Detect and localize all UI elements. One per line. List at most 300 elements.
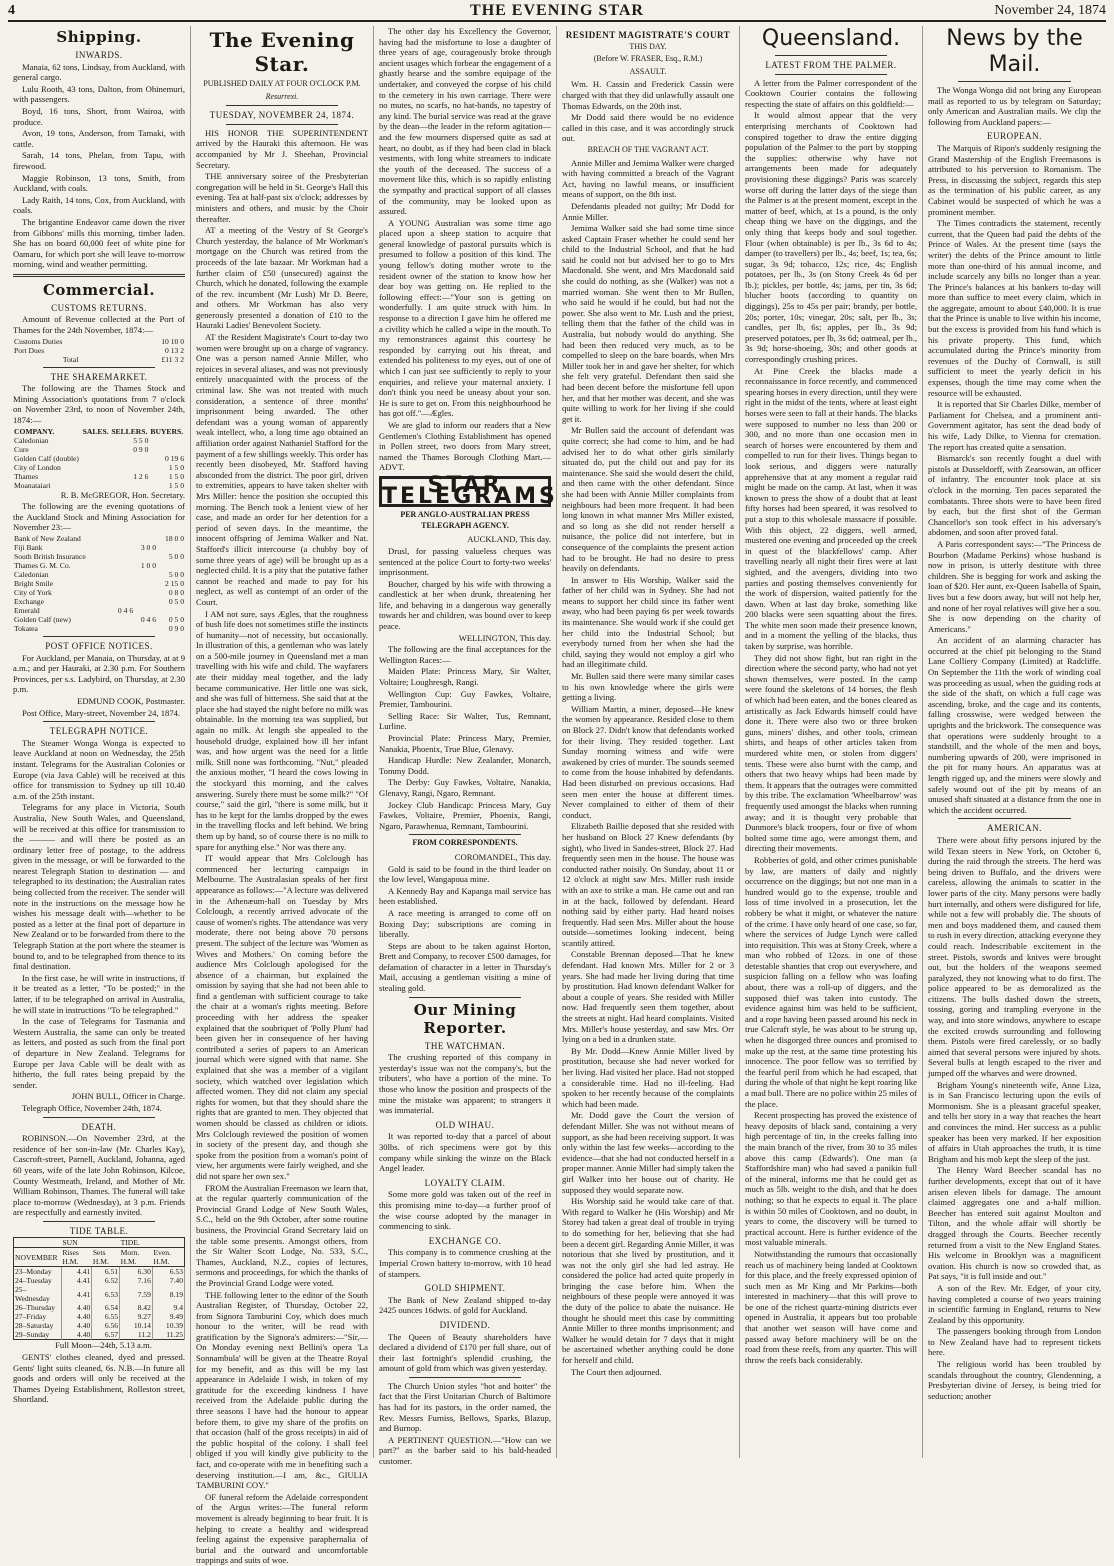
telegraph-sign: JOHN BULL, Officer in Charge. [71, 1091, 185, 1102]
article-body [196, 128, 368, 1566]
table-cell [110, 454, 149, 463]
article-paragraph: The Marquis of Ripon's suddenly resigning the Grand Mastership of the English Freemasons is attributed to his perversion to Romanism. The Press, in discussing the subject, regards this step as the termination of his public career, as any Cabinet would be suspected of which he was a prominent member. [928, 142, 1101, 217]
article-paragraph: An accident of an alarming character has occurred at the chief pit belonging to the Stand Lane Colliery Company (Limited) at Radcliffe. On September the 11th the work of winding coal was proceeding as usual, when the guiding rods at the side of the shaft, on which a full cage was ascending, broke, and the cage and its contents, falling crosswise, were wedged between the uprights and the brickwork. The consequence was that operations were suddenly brought to a standstill, and the whole of the men and boys, numbering upwards of 200, were imprisoned in the pit for many hours. An apparatus was at length rigged up, and the miners were slowly and safely wound out of the pit by means of an unused shaft situated at a distance from the one in which the accident occurred. [928, 635, 1101, 815]
court-paragraph: By Mr. Dodd—Knew Annie Miller lived by prostitution, because she had never worked for her living. Had visited her place. Had not stopped a considerable time. Had no ill-feeling. Had spoken to her recently because of the complaints which had been made. [562, 1045, 734, 1109]
column-group: SUN [61, 1238, 119, 1248]
list-item: Sarah, 14 tons, Phelan, from Tapu, with firewood. [13, 150, 185, 171]
table-cell: 4.40 [61, 1321, 91, 1330]
table-cell [82, 481, 111, 490]
mining-report-head: OLD WIHAU. [435, 1119, 495, 1130]
table-cell: 6.54 [92, 1303, 120, 1312]
table-cell: 6.51 [92, 1267, 120, 1277]
article-paragraph: FROM the Australian Freemason we learn that, at the regular quarterly communication of the Provincial Grand Lodge of New South Wales, S.C., held on the 9th October, after some routine business, the Provincial Grand Secretary laid on the table some presents. Amongst others, from the Sir Walter Scott Lodge, No. 533, S.C., Thames, Auckland, N.Z., copies of lectures, sermons and proceedings, for which the thanks of the Provincial Grand Lodge were voted. [196, 1182, 369, 1288]
inwards-label: INWARDS. [75, 50, 123, 60]
table-cell [134, 570, 157, 579]
table-cell [134, 597, 157, 606]
divider [226, 105, 338, 106]
table-cell: Emerald [14, 606, 40, 615]
tide-moon: Full Moon—24th, 5.13 a.m. [55, 1340, 152, 1351]
table-row [13, 346, 185, 355]
table-cell: 0 19 6 [165, 453, 184, 463]
table-row [14, 1285, 185, 1303]
death-text: ROBINSON.—On November 23rd, at the residence of her son-in-law (Mr. Charles Kay), Cascroft-street, Parnell, Auckland, Johanna, aged 60 years, wife of the late John Robinson, Kilcoe, County Westmeath, Ireland, and Mother of Mr. William Robinson, Thames. The funeral will take place to-morrow (Wednesday), at 3 p.m. Friends are respectfully and earnestly invited. [13, 1133, 185, 1218]
table-cell: 6.53 [152, 1267, 184, 1277]
table-cell: Exchange [14, 597, 44, 606]
table-cell: City of York [14, 588, 52, 597]
table-row [14, 1276, 185, 1285]
column-header: Rises H.M. [61, 1248, 91, 1267]
table-cell: 4.41 [61, 1267, 91, 1277]
gents-notice: GENTS' clothes cleaned, dyed and pressed. Gents' light suits cleaned, 6s. N.B.—In future all goods and orders will only be received at the Thames Dyeing Establishment, Rolleston street, Shortland. [13, 1352, 185, 1405]
table-cell: Golden Calf (double) [14, 453, 79, 463]
table-cell [82, 445, 111, 454]
table-cell: 29–Sunday [14, 1330, 62, 1340]
list-item: Boyd, 16 tons, Short, from Wairoa, with produce. [13, 105, 185, 127]
table-cell: 3 0 0 [140, 543, 156, 552]
table-row [14, 1330, 185, 1340]
death-head: DEATH. [81, 1121, 117, 1132]
table-cell [82, 436, 111, 445]
divider [409, 997, 521, 998]
evening-intro: The following are the evening quotations of the Auckland Stock and Mining Association for November 23:— [13, 501, 185, 533]
table-row [13, 445, 185, 454]
court-paragraph: Constable Brennan deposed—That he knew defendant. Had known Mrs. Miller for 2 or 3 years. She had made her living during that time by prostitution. Had known defendant Walker for about a couple of years. She resided with Miller now. Had frequently seen them together, about the streets at night. Had heard complaints. Visited Mrs. Miller's house yesterday, and saw Mrs. Orr lying on a bed in a drunken state. [562, 949, 734, 1045]
table-cell: 4.40 [61, 1303, 91, 1312]
share-signoff: R. B. McGREGOR, Hon. Secretary. [60, 489, 185, 500]
correspondents-list [379, 864, 551, 994]
mining-reports [379, 1041, 551, 1374]
column-header: SELLERS. [111, 426, 148, 436]
mining-report-head: DIVIDEND. [439, 1319, 491, 1330]
article-body [562, 79, 734, 144]
table-cell [82, 463, 111, 472]
table-cell [134, 606, 157, 615]
table-cell: 7.40 [152, 1276, 184, 1285]
american-head: AMERICAN. [987, 823, 1042, 834]
column-4 [557, 26, 740, 1458]
table-cell: 8.42 [120, 1303, 153, 1312]
table-cell: Moanataiari [14, 480, 51, 490]
table-cell [82, 454, 111, 463]
article-paragraph: A PERTINENT QUESTION.—"How can we part?" as the barber said to his bald-headed customer. [379, 1434, 551, 1467]
divider [409, 834, 521, 835]
dateline: COROMANDEL, This day. [454, 851, 551, 862]
table-cell [134, 579, 157, 588]
table-cell: 5 0 0 [168, 552, 184, 561]
court-before: (Before W. FRASER, Esq., R.M.) [593, 54, 703, 64]
mining-report-head: THE WATCHMAN. [424, 1040, 506, 1051]
article-body [562, 158, 734, 1378]
column-6 [923, 26, 1106, 1458]
table-cell [111, 588, 134, 597]
table-cell: 1 0 0 [140, 561, 156, 570]
divider [43, 367, 155, 368]
mining-report-head: EXCHANGE CO. [428, 1235, 502, 1246]
article-paragraph: The Church Union styles "hot and hotter" the fact that the First Unitarian Church of Baltimore has had for its pastors, in the order named, the Rev. Messrs Furniss, Bellows, Sparks, Blazup, and Burnop. [379, 1380, 551, 1434]
article-paragraph: Robberies of gold, and other crimes punishable by law, are matters of daily and nightly occurrence on the diggings; but not one man in a hundred would go to the expense, trouble and loss of time involved in a prosecution, let the robbery be what it might, or whatever the nature of the crime. I have only heard of one case, so far, where the services of Judge Lynch were called into requisition. This was at Stony Creek, where a man who robbed of 12ozs. in one of those detestable shanties that crop out everywhere, and suspicion falling on a fellow who was loafing about, there was a roll-up of diggers, and the supposed thief was taken into custody. The evidence against him was held to be sufficient, and a rope having been passed around his neck in true Calcraft style, he was about to be strung up, when he disgorged three ounces and promised to make up the rest, at the same time protesting his innocence. The poor fellow was so terrified by the fearful peril from which he had escaped, that during the whole of that night he kept roaring like a mad bull. There are no police within 25 miles of the place. [745, 854, 917, 1109]
masthead-title: THE EVENING STAR [470, 2, 644, 19]
masthead [8, 2, 1106, 22]
table-cell: Thames G. M. Co. [14, 561, 71, 570]
article-paragraph: A letter from the Palmer correspondent of the Cooktown Courier contains the following respecting the state of affairs on this goldfield:— [745, 77, 917, 109]
telegraph-para: In the first case, he will write in instructions, if it be treated as a letter, "To be posted;" in the latter, if to be telegraphed on arrival in Australia, he will state in instructions "To be telegraphed." [13, 972, 185, 1015]
table-cell [111, 543, 134, 552]
article-paragraph: They did not show fight, but ran right in the direction where the second party, who had not yet shown themselves, were posted. In the camp were found the skeletons of 14 horses, the flesh of which had been eaten, and the bones cleared as artistically as Jack Edwards himself could have done it. There were also two or three broken guns, miners' dishes, and other tools, crimean shirts, and heaps of other articles taken from murdered white men, or stolen from diggers' tents. These were also burnt with the camp, and others that two heavy whips had been made by them. It appears that the outrages were committed by this tribe. The exclamation 'Wheelbarrow' was frequently used amongst the blacks when running away; and it is thought very probable that Dunmore's black troopers, four or five of whom bolted some time ago, were amongst them, and directing their movements. [745, 652, 917, 854]
table-cell [110, 463, 149, 472]
table-cell: 7.59 [120, 1285, 153, 1303]
table-header-row [14, 1238, 185, 1248]
telegram-list [379, 644, 551, 831]
correspondent-item: Steps are about to be taken against Horton, Brett and Company, to recover £500 damages, for defamation of character in a letter in Thursday's Mail, accusing a gentleman visiting a mine of stealing gold. [379, 940, 551, 994]
table-cell: 24–Tuesday [14, 1276, 62, 1285]
table-cell: 0 9 0 [133, 444, 149, 454]
mining-report-head: LOYALTY CLAIM. [424, 1177, 506, 1188]
article-paragraph: I AM not sure, says Ægles, that the roughness of bush life does not sometimes stifle the instincts of humanity—not of necessity, but occasionally. In illustration of this, a gentleman who was lately on a 500-mile journey in Queensland met a man travelling with his wife and child. The wayfarers ate their midday meal together, and the lady became communicative. Her little one was sick, and she was full of bitterness. She said that at the place she had stayed the night before no milk was obtainable. In the morning tea was supplied, but again no milk. At length she appealed to the household drudge, explained how ill her infant was, and how urgent was the need for a little milk. Still none was forthcoming. "Nut," pleaded the anxious mother, "I heard the cows lowing in the stockyard this morning, and the calves answering. Surely there must be some milk?" "Of course," said the girl, "there is some milk, but it has to be kept for the lambs dropped by the ewes in the travelling flocks and left behind. We bring them up by hand, so of course there is no milk to spare for anything else." Nor was there any. [196, 608, 368, 852]
table-cell: 8.19 [152, 1285, 184, 1303]
mining-title: Our Mining Reporter. [413, 1000, 517, 1037]
table-cell: Fiji Bank [14, 543, 43, 552]
table-cell: 0 4 6 [140, 615, 156, 624]
published-line: PUBLISHED DAILY AT FOUR O'CLOCK P.M. [203, 79, 361, 88]
court-paragraph: His Worship said he would take care of that. With regard to Walker he (His Worship) and Mr Storey had taken a great deal of trouble in trying to do something for her, believing that she had been a decent girl. Regarding Annie Miller, it was notorious that she lived by prostitution, and it was not the only girl she had led astray. He considered the police had acted quite properly in bringing the case before him. When the neighbours of these people were annoyed it was the duty of the police to abate the nuisance. He thought he should meet this case by committing Annie Miller to three months imprisonment; and Walker he would detain for 7 days that it might be ascertained whether anything could be done for herself and child. [562, 1196, 734, 1366]
table-cell: 6.52 [92, 1276, 120, 1285]
court-paragraph: William Martin, a miner, deposed—He knew the women by appearance. Resided close to them on Block 27. Didn't know that defendants worked for their living. They resided together. Last Sunday morning witness and wife were awakened by cries of murder. The sounds seemed to come from the house inhabited by defendants. Had been disturbed on previous occasions. Had seen men enter the house at different times. Never complained to either of them of their conduct. [562, 703, 734, 820]
customs-head: CUSTOMS RETURNS. [51, 302, 147, 313]
table-cell [149, 445, 185, 454]
table-cell: 27–Friday [14, 1312, 62, 1321]
assault-head: ASSAULT. [629, 66, 667, 76]
article-paragraph: It would almost appear that the very enterprising merchants of Cooktown had conspired together to draw the entire digging population of the Palmer to the port by stopping the supplies: otherwise why have not arrangements been made for adequately provisioning these diggings? Paris was scarcely worse off during the latter days of the siege than the Palmer is at the present moment, except in the matter of beef, which, at 1s a pound, is the only cheap thing we have on the diggings, and the only thing that keeps body and soul together. Flour (when obtainable) is per lb., 3s 6d to 4s; damper (to travellers) per lb., 4s; beef, 1s; tea, 6s; sugar, 3s 9d; tobacco, 12s; rice, 4s; English potatoes, per lb., 3s (on Stony Creek 4s 6d per lb.); pickles, per bottle, 4s; jams, per tin, 3s 6d; blucher boots (according to quantity on diggings), 25s to 45s per pair; brandy, per bottle, 20s; porter, 10s; vinegar, 20s; salt, per lb., 3s; candles, per lb, 6s; apples, per lb., 3s 9d; preserved potatoes, per lb, 3s 6d; oatmeal, per lb., 3s 9d; horse-shoeing, 30s; and other goods at correspondingly crushing prices. [745, 110, 917, 365]
mining-report-text: Some more gold was taken out of the reef in this promising mine to-day—a further proof of the wise course adopted by the manager in commencing to sink. [379, 1189, 551, 1232]
dateline: AUCKLAND, This day. [467, 534, 551, 545]
table-row [13, 355, 185, 364]
table-row [13, 597, 185, 606]
table-cell: City of London [14, 462, 61, 472]
table-cell [111, 615, 134, 624]
table-cell: Cure [14, 444, 29, 454]
telegram-item: Maiden Plate: Princess Mary, Sir Walter, Voltaire; Loughresgh, Rangi. [379, 666, 551, 688]
table-cell: 6.56 [92, 1321, 120, 1330]
correspondents-head: FROM CORRESPONDENTS. [412, 838, 518, 848]
table-cell: 0 5 0 [168, 597, 184, 606]
mining-report-text: The crushing reported of this company in yesterday's issue was not the company's, but the tributers', who have a portion of the mine. To those who know the position and prospects of the mine the mistake was apparent; to strangers it was immaterial. [379, 1052, 551, 1116]
table-cell [134, 588, 157, 597]
column-1 [8, 26, 191, 1458]
list-item: The brigantine Endeavor came down the river from Gibbons' mills this morning, timber laden. She has on board 60,000 feet of white pine for Oamaru, for which port she will leave to-morrow morning, wind and weather permitting. [13, 216, 185, 270]
article-paragraph: THE following letter to the editor of the South Australian Register, of Thursday, October 22, from Signora Tamburini Coy, which does much honour to the writer, will be read with gratification by the Signora's admirers:—"Sir,—On Monday evening next Bellini's opera 'La Sonnambula' will be given at the Theatre Royal for my benefit, and as this will be my last appearance in Adelaide I wish, in token of my gratitude for the exceeding kindness I have received from the Adelaide public during the three seasons I have had the honour to appear before them, to give my share of the profits on that occasion (half of the gross receipts) in aid of the public hospital of the colony. I shall feel obliged if you will kindly give publicity to the fact, and co-operate with me in benefiting such a deserving institution.—I am, &c., GIULIA TAMBURINI COY." [196, 1289, 368, 1491]
table-cell [134, 552, 157, 561]
table-cell [111, 570, 134, 579]
court-paragraph: In answer to His Worship, Walker said the father of her child was in Sydney. She had not means to support her child since its father went away, who had been paying 6s per week towards its maintenance. She would work if she could get her child into the Industrial School; but everybody turned from her when she had the child, saying they would not employ a girl who had an illegitimate child. [562, 574, 734, 670]
table-cell: Customs Duties [14, 336, 63, 346]
table-row [13, 579, 185, 588]
table-row [13, 561, 185, 570]
table-cell: Port Dues [14, 345, 45, 355]
telegraph-para: In the case of Telegrams for Tasmania and Western Australia, the same can only be treated as letters, and posted as such from the final port of departure in New Zealand. Telegrams for Europe per Java Cable will be dealt with as hitherto, the full rates being prepaid by the sender. [13, 1016, 185, 1090]
column-header: NOVEMBER [14, 1248, 62, 1267]
article-paragraph: A Paris correspondent says:—"The Princess de Bourbon (Madame Perkins) whose husband is now in prison, is utterly destitute with three children. She is begging for work and asking the loan of $20. Her aunt, ex-Queen Isabella of Spain, lives but a few doors away, but will not help her, and none of her royal relatives will give her a sou. She is now depending on the charity of Americans." [928, 538, 1102, 634]
article-paragraph: IT would appear that Mrs Colclough has commenced her lecturing campaign in Melbourne. The Australasian speaks of her first appearance as follows:—"A lecture was delivered in the Athenæum-hall on Tuesday by Mrs Colclough, a recently arrived advocate of the cause of women's rights. The attendance was very moderate, there not being above 70 persons present. The subject of the lecture was 'Women as Wives and Mothers.' On coming before the audience Mrs Colclough apologised for the absence of a chairman, but explained the omission by saying that she had not been able to find a gentleman with sufficient courage to take the chair at a woman's rights meeting. Before proceeding with her address the speaker explained that the soubriquet of 'Polly Plum' had been given her in consequence of her having contributed a series of papers to an American journal which were signed with that name. She explained that she was a member of a vigilant society, which watched over legislation which affected women. They did not claim any special rights for women, but that they should share the rights that are granted to men. They objected that women should be classed as children or idiots. Mrs Colclough reviewed the position of women in society of the present day, and though she spoke from the position from a woman's point of view, her arguments were fairly weighed, and she did not spare her own sex." [196, 853, 368, 1181]
table-cell: 0 13 2 [165, 345, 184, 355]
agency-line: PER ANGLO-AUSTRALIAN PRESS TELEGRAPH AGENCY. [400, 510, 530, 530]
table-cell: Tokatea [14, 624, 38, 633]
tide-table [13, 1237, 185, 1340]
post-head: POST OFFICE NOTICES. [45, 641, 153, 651]
list-item: Lady Raith, 14 tons, Cox, from Auckland, with coals. [13, 194, 185, 216]
table-header-row [14, 1248, 185, 1267]
table-cell: Thames [14, 471, 39, 481]
table-cell [82, 472, 111, 481]
column-group: TIDE. [120, 1238, 185, 1248]
table-cell: 10 10 0 [161, 336, 184, 346]
vagrant-head: BREACH OF THE VAGRANT ACT. [587, 144, 709, 154]
table-row [13, 463, 185, 472]
post-sign: EDMUND COOK, Postmaster. [77, 695, 185, 706]
article-body [379, 26, 551, 473]
article-paragraph: A son of the Rev. Mr. Edger, of your city, having completed a course of two years training in scientific farming in England, returns to New Zealand by this opportunity. [928, 1282, 1101, 1325]
divider [775, 74, 887, 75]
european-head: EUROPEAN. [987, 131, 1042, 142]
telegram-item: Provincial Plate: Princess Mary, Premier, Nanakia, Phoenix, True Blue, Glenavy. [379, 733, 551, 754]
article-paragraph: THE anniversary soiree of the Presbyterian congregation will be held in St. George's Hall this evening. Tea at half-past six o'clock; addresses by ministers and others, and music by the Choir thereafter. [196, 171, 368, 224]
table-cell: Total [62, 354, 79, 364]
divider [13, 274, 185, 277]
table-cell: 0 4 6 [117, 606, 134, 615]
mail-intro: The Wonga Wonga did not bring any European mail as reported to us by telegram on Saturday; only American and Australian mails. We clip the following from Auckland papers:— [928, 85, 1101, 127]
article-paragraph: We are glad to inform our readers that a New Gentlemen's Clothing Establishment has opened in Pollen street, two doors from Mary street, named the Thames Borough Clothing Mart.—ADVT. [379, 419, 551, 473]
motto: Resurrexi. [265, 91, 299, 101]
telegram-item: Boucher, charged by his wife with throwing a candlestick at her when drunk, threatening her life, and behaving in a dangerous way generally towards her and children, was bound over to keep peace. [379, 578, 551, 632]
column-header: Even. H.M. [152, 1248, 184, 1267]
column-header: BUYERS. [150, 426, 184, 436]
table-cell: Caledonian [14, 435, 49, 445]
table-row [14, 1303, 185, 1312]
table-cell: 5 0 0 [168, 570, 184, 579]
article-body [379, 1381, 551, 1467]
table-row [13, 534, 185, 543]
sharemarket-head: THE SHAREMARKET. [50, 371, 148, 382]
table-row [13, 436, 185, 445]
article-paragraph: There were about fifty persons injured by the wild Texan steers in New York, on October 6, during the raid through the streets. The herd was being driven to Buffalo, and the drivers were careless, allowing the animals to scatter in the lower parts of the city. Many persons were badly hurt internally, and others were disfigured for life, while not a few will probably die. The shouts of men and boys maddened them, and caused them to rush in every direction, attacking everyone they could reach. Indescribable excitement in the street. Pistols, swords and knives were brought out, but the holders of the weapons seemed paralyzed, they not knowing what to do first. The police appeared to be as demoralized as the citizens. The bulls dashed down the streets, tossing, goring and trampling everyone in the way, and into store windows, anywhere to escape the excited crowds surrounding and following them. Pistols were fired carelessly, or so badly aimed that several persons were injured by shots. Several bulls at length escaped to the river and jumped off the wharves and were drowned. [928, 834, 1101, 1079]
article-paragraph: At Pine Creek the blacks made a reconnaissance in force recently, and commenced spearing horses in every direction, until they were right in the midst of the tents, where at least eight horses were seen to fall at their hands. The blacks were supposed to number no less than 200 or 300, and no more than one occasion men in search of horses were encountered by them and compelled to run for their lives. Things began to look serious, and diggers were naturally apprehensive that at any moment a regular raid might be made on the camp. At last, when it was known to press the show of a doubt that at least fifty horses had been speared, it was resolved to put a stop to this wholesale massacre if possible. With this object, 22 diggers, well armed, mustered one evening and proceeded up the creek in quest of the blackfellows' camp. After travelling nearly all night their fires were at last sighted, and the avengers, dividing into two parties and posting themselves conveniently for the work of dispersion, waited patiently for the dawn. When at last day broke, something like 200 blacks were seen squatting about the fires. The white men soon made their presence known, and in a moment the yelling of the blacks, thus taken by surprise, was horrible. [745, 365, 917, 652]
article-paragraph: It is reported that Sir Charles Dilke, member of Parliament for Chelsea, and a prominent anti-Government agitator, has sent the dead body of his wife, Lady Dilke, to Vienna for cremation. The report has created quite a sensation. [928, 399, 1101, 452]
divider [43, 636, 155, 637]
shares-table-auckland [13, 534, 185, 633]
tide-head: TIDE TABLE. [69, 1225, 129, 1236]
table-cell: 11.25 [152, 1330, 184, 1340]
queensland-sub: LATEST FROM THE PALMER. [765, 60, 897, 70]
table-cell [111, 534, 134, 543]
table-cell [111, 579, 134, 588]
table-cell [111, 597, 134, 606]
divider [226, 124, 338, 125]
table-row [13, 552, 185, 561]
article-paragraph: The passengers booking through from London to New Zealand have had to represent tickets here. [928, 1326, 1101, 1358]
customs-intro: Amount of Revenue collected at the Port of Thames for the 24th November, 1874:— [13, 314, 185, 336]
table-cell: 26–Thursday [14, 1303, 62, 1312]
telegram-item: The Derby: Guy Fawkes, Voltaire, Nanakia, Glenavy, Rangi, Ngaro, Remnant. [379, 777, 551, 798]
court-paragraph: Mr Dodd said there would be no evidence called in this case, and it was accordingly struck out. [562, 112, 734, 144]
table-cell: 5 5 0 [133, 435, 149, 445]
table-row [13, 588, 185, 597]
column-5 [740, 26, 923, 1458]
article-paragraph: HIS HONOR THE SUPERINTENDENT arrived by the Hauraki this afternoon. He was accompanied by Mr J. Sheehan, Provincial Secretary. [196, 127, 368, 170]
court-paragraph: Elizabeth Baillie deposed that she resided with her husband on Block 27 Knew defendants (by sight), who lived in Sandes-street, Block 27. Had frequently seen men in the house. The house was conducted rather noisily. On Sunday, about 11 or 12 o'clock at night saw Mrs. Miller rush inside with an axe to strike a man. He came out and ran in at the back, followed by defendant. Heard nothing said by either party. Had heard noises frequently. Had seen Mrs. Miller about the house outside—sometimes looking indecent, being scantily attired. [562, 821, 734, 948]
queensland-title: Queensland. [761, 26, 901, 51]
table-cell [134, 534, 157, 543]
list-item: Avon, 19 tons, Anderson, from Tamaki, with cattle. [13, 128, 185, 149]
court-day: THIS DAY. [629, 41, 667, 51]
table-cell [111, 624, 134, 633]
table-row [13, 543, 185, 552]
table-cell: Bright Smile [14, 579, 54, 588]
court-paragraph: Mr Bullen said the account of defendant was quite correct; she had come to him, and he had advised her to do what other girls similarly situated do, put the child out and pay for its maintenance. She said she would desert the child, and then came with the other defendant. Since she had been with Annie Miller complaints from neighbours had been more frequent. It had been long known in what manner Mrs Miller existed, and so long as she did not render herself a nuisance, the police did not interfere, but in consequence of the complaints the present action had to be brought. He had no desire to press heavily on defendants. [562, 425, 734, 574]
table-header-row [13, 427, 185, 436]
telegram-list [379, 546, 551, 632]
divider [43, 1221, 155, 1222]
article-body [928, 835, 1101, 1401]
list-item: Manaia, 62 tons, Lindsay, from Auckland, with general cargo. [13, 61, 185, 83]
correspondent-item: A race meeting is arranged to come off on Boxing Day; subscriptions are coming in liberally. [379, 907, 551, 940]
table-cell: 4.41 [61, 1276, 91, 1285]
post-date: Post Office, Mary-street, November 24, 1874. [22, 707, 181, 718]
mining-report-text: This company is to commence crushing at the Imperial Crown battery to-morrow, with 10 head of stampers. [379, 1247, 551, 1279]
table-cell: 7.16 [120, 1276, 153, 1285]
table-row [13, 615, 185, 624]
list-item: Maggie Robinson, 13 tons, Smith, from Auckland, with coals. [13, 172, 185, 194]
table-cell: 0 5 0 [168, 615, 184, 624]
article-paragraph: OF funeral reform the Adelaide correspondent of the Argus writes:—The funeral reform movement is already beginning to bear fruit. It is helping to create a healthy and widespread feeling against the expensive paraphernalia of burial and the outward and uncomfortable trappings and suits of woe. [196, 1491, 368, 1566]
table-row [14, 1267, 185, 1277]
column-2 [191, 26, 374, 1566]
column-header: COMPANY. [14, 426, 55, 436]
table-cell: 1 5 0 [168, 462, 184, 472]
article-paragraph: AT a meeting of the Vestry of St George's Church yesterday, the balance of Mr Workman's mortgage on the Church was retired from the proceeds of the late bazaar. Mr Workman had a further claim of £50 (unsecured) against the Church, which he donated, following the example of the rev. incumbent (Mr Lush) Mr D. Beere, and others. Mr Workman has also very generously presented a donation of £10 to the Hauraki Ladies' Benevolent Society. [196, 225, 368, 331]
telegram-item: Drusl, for passing valueless cheques was sentenced at the police Court to forty-two weeks' imprisonment. [379, 545, 551, 578]
table-cell: South British Insurance [14, 552, 86, 561]
divider [775, 55, 887, 56]
page-number: 4 [8, 3, 15, 18]
court-paragraph: Mr. Dodd gave the Court the version of defendant Miller. She was not without means of support, as she had been receiving support. It was only within the last few weeks—according to the evidence—that she had not conducted herself in a proper manner. Annie Miller had simply taken the girl Walker into her house out of charity. He supposed they would separate now. [562, 1110, 734, 1195]
correspondent-item: A Kennedy Bay and Kapanga mail service has been established. [379, 885, 551, 907]
table-cell: 6.30 [120, 1267, 153, 1277]
telegram-item: Handicap Hurdle: New Zealander, Monarch, Tommy Dodd. [379, 755, 551, 776]
article-paragraph: The Times contradicts the statement, recently current, that the Queen had paid the debts of the Prince of Wales. At the present time (says the writer) the debts of the Prince amount to little more than one-third of his annual income, and include scarcely any bills no longer than a year. The Prince's balances at his bankers to-day will more than suffice to meet every claim, which in the aggregate, amount to about £40,000. It is true that the Prince is unable to live within his income, but the excess is provided from his fund which is his private property. This fund, which accumulated during the Prince's minority from revenues of the Duchy of Cornwall, is still sufficient to meet the yearly deficit in his expenses, though the time may come when the resource will be exhausted. [928, 218, 1101, 398]
court-paragraph: Defendants pleaded not guilty; Mr Dodd for Annie Miller. [562, 200, 734, 222]
article-paragraph: Notwithstanding the rumours that occasionally reach us of machinery being landed at Cooktown for this place, and the freely expressed opinion of such men as Mr King and Mr Parkins—both interested in machinery—that this will prove to be one of the richest quartz-mining districts ever opened in Australia, it appears but too probable that another wet season will have come and passed away before machinery will be on the road from these reefs, from any quarter. This will throw the reefs back considerably. [745, 1248, 917, 1365]
dateline: WELLINGTON, This day. [458, 632, 551, 643]
table-cell: 11.2 [120, 1330, 153, 1340]
table-cell: 6.55 [92, 1312, 120, 1321]
telegraph-para: Telegrams for any place in Victoria, South Australia, New South Wales, and Queensland, will be received at this office for transmission to the ——— and will there be posted as an ordinary letter free of postage, to the address given in the message, or will be forwarded to the nearest Telegraph Station to destination — and telegraphed to its destination; the Australian rates being collected from the receiver. The sender will note in the instructions on the message how he wishes his message dealt with—whether to be posted as a letter at the final port of departure in New Zealand or to be forwarded from there to the Telegraph Station at the port where the steamer is bound to, and to be telegraphed from thence to its final destination. [13, 802, 185, 972]
table-cell [134, 624, 157, 633]
table-cell: 1 2 6 [133, 471, 149, 481]
column-header: SALES. [82, 426, 109, 436]
telegraph-para: The Steamer Wonga Wonga is expected to leave Auckland at noon on Wednesday, the 25th instant. Telegrams for the Australian Colonies or Europe (via Java Cable) will be received at this office for transmission to Sydney up till 10.40 a.m. of the 25th instant. [13, 737, 185, 801]
article-body [928, 143, 1101, 815]
mining-report-text: It was reported to-day that a parcel of about 30lbs. of rich specimens were got by this company while sinking the winze on the Black Angel leader. [379, 1131, 551, 1174]
commercial-title: Commercial. [42, 280, 156, 299]
table-cell: 9.27 [120, 1312, 153, 1321]
table-row [13, 606, 185, 615]
table-row [13, 454, 185, 463]
article-paragraph: A YOUNG Australian was some time ago placed upon a sheep station to acquire that general knowledge of pastoral pursuits which is presumed to follow a position of this kind. The young fellow's doting mother wrote to the resident owner of the station to know how her dear boy was getting on. He replied to the following effect:—"Your son is getting on wonderfully. I am quite struck with him. In response to a direction I gave him he offered me a civility which he called a wipe in the mouth. To my remonstrances against this courtesy he responded by carrying out his threat, and extended his politeness to my eyes, out of one of which I can just see sufficiently to reply to your enquiries, and relieve your maternal anxiety. I don't think you need be uneasy about your son. He is sure to get on. From this neighbourhood he has got off."—Ægles. [379, 217, 551, 419]
table-cell: 6.53 [92, 1285, 120, 1303]
article-paragraph: The religious world has been troubled by scandals throughout the country, Glendenning, a Presbyterian divine of Jersey, is being tried for seduction; another [928, 1359, 1101, 1401]
table-cell [149, 436, 185, 445]
table-cell [157, 543, 185, 552]
correspondent-item: Gold is said to be found in the third leader on the low level, Wangapoua mine. [379, 863, 551, 885]
telegraph-date: Telegraph Office, November 24th, 1874. [22, 1102, 162, 1113]
article-paragraph: Bismarck's son recently fought a duel with pistols at Dusseldorff, with Zearsowan, an officer of infantry. The encounter took place at six o'clock in the morning. Ten paces separated the combatants. Three shots were to have been fired by each, but the first shot of the German Chancellor's son took effect in his adversary's abdomen, and soon after proved fatal. [928, 453, 1101, 538]
table-cell: 4.40 [61, 1312, 91, 1321]
article-body [745, 78, 917, 1366]
divider [43, 721, 155, 722]
table-cell: 10.14 [120, 1321, 153, 1330]
table-cell: 23–Monday [14, 1267, 62, 1277]
telegram-item: Selling Race: Sir Walter, Tus, Remnant, Lurline. [379, 710, 551, 732]
table-cell [157, 561, 185, 570]
column-header: Morn. H.M. [120, 1248, 153, 1267]
article-paragraph: Brigham Young's nineteenth wife, Anne Liza, is in San Francisco lecturing upon the evils of Mormonism. She is a pleasant graceful speaker, and tells her story in a way that reaches the heart and convinces the mind. Her success as a public speaker has been very marked. If her exposition of affairs in Utah approaches the truth, it is time Brigham and his mob kept the sleep of the just. [928, 1079, 1101, 1164]
mail-news-title: News by the Mail. [946, 26, 1083, 77]
table-cell: Golden Calf (new) [14, 615, 71, 624]
telegram-item: Jockey Club Handicap: Princess Mary, Guy Fawkes, Voltaire, Premier, Phoenix, Rangi, Ngaro, Parawhenua, Remnant, Tambourini. [379, 799, 551, 831]
table-cell: Caledonian [14, 570, 49, 579]
column-3 [374, 26, 558, 1467]
paper-title: The Evening Star. [209, 28, 355, 76]
mining-report-text: The Queen of Beauty shareholders have declared a dividend of £170 per full share, out of their last fortnight's splendid crushing, the amount of gold from which was given yesterday. [379, 1331, 551, 1374]
table-cell: 2 15 0 [165, 579, 184, 588]
shares-table-thames [13, 427, 185, 490]
sharemarket-intro: The following are the Thames Stock and Mining Association's quotations from 7 o'clock on November 23rd, to noon of November 24th, 1874:— [13, 383, 185, 426]
table-row [13, 570, 185, 579]
divider [409, 1377, 521, 1378]
table-row [13, 472, 185, 481]
table-cell: 28–Saturday [14, 1321, 62, 1330]
table-row [13, 337, 185, 346]
table-cell: 9.49 [152, 1312, 184, 1321]
customs-table [13, 337, 185, 364]
table-row [13, 481, 185, 490]
table-cell: 4.40 [61, 1330, 91, 1340]
divider [958, 818, 1071, 819]
table-cell [111, 561, 134, 570]
column-header [14, 1238, 62, 1248]
table-cell: 18 0 0 [165, 534, 184, 543]
table-cell: 1 5 0 [168, 480, 184, 490]
dateline: TUESDAY, NOVEMBER 24, 1874. [209, 110, 355, 121]
article-paragraph: The Henry Ward Beecher scandal has no further developments, except that out of it have arisen eleven libels for damage. The amount claimed aggregates one and a-half million. Beecher has entered suit against Moulton and Tilton, and the whole affair will shortly be dragged through the Courts. Beecher recently returned from a visit to the New England States. His welcome in Brooklyn was a magnificent ovation. His church is now so crowded that, as Pat says, "it is full inside and out." [928, 1165, 1101, 1282]
divider [43, 1117, 155, 1118]
divider [958, 81, 1071, 82]
article-paragraph: The other day his Excellency the Governor, having had the misfortune to lose a daughter of three years of age, courageously broke through ancient usages which forbear the engagement of a ghastly hearse and the sombre equipage of the undertaker, and conveyed the corpse of his child to the cemetery in his own carriage. There were no mutes, no scarfs, no hat-bands, no tapestry of any kind. The burial service was read at the grave by the dean—the leader in the reform agitation—and the few mourners dispersed quite as sad at heart, no doubt, as if they had been clad in black vestments, with long white streamers to indicate the youth of the deceased. The success of a movement like this, which is so rapidly enlisting the sympathy and practical support of all classes of the community, may be looked upon as assured. [379, 26, 551, 217]
table-cell: Bank of New Zealand [14, 534, 81, 543]
table-cell: 10.39 [152, 1321, 184, 1330]
table-cell: 0 9 0 [168, 624, 184, 633]
mining-report-text: The Bank of New Zealand shipped to-day 2425 ounces 16dwts. of gold for Auckland. [379, 1294, 551, 1316]
table-cell: 6.57 [92, 1330, 120, 1340]
post-text: For Auckland, per Manaia, on Thursday, at at 9 a.m.; and per Hauraki, at 2.30 p.m. For Southern Provinces, per s.s. Ladybird, on Thursday, at 2.30 p.m. [13, 652, 185, 695]
table-cell: 4.41 [61, 1285, 91, 1303]
telegram-item: Wellington Cup: Guy Fawkes, Voltaire, Premier, Tambourini. [379, 688, 551, 710]
court-paragraph: Jemima Walker said she had some time since asked Captain Fraser whether he could send her child to the Industrial School, and that he had said he could not but advised her to go to Mrs Macdonald. She went, and Mrs Macdonald said she could do nothing, as she (Walker) was not a married woman. She went then to Mr Bullen, who said he would if he could, but had not the power. She also went to Mr. Lush and the priest, telling them that the father of the child was in Australia, but nobody would do anything. She had been then reduced very much, as to be compelled to sleep on the bare boards, when Mrs Miller took her in and gave her shelter, for which she felt very grateful. Defendant then said she had been decent before the misfortune fell upon her, and that her mother was decent, and she was quite willing to work for her living if she could get it. [562, 223, 734, 424]
mining-report-head: GOLD SHIPMENT. [424, 1283, 506, 1294]
table-cell: 9.4 [152, 1303, 184, 1312]
table-cell [157, 606, 185, 615]
column-header: Sets H.M. [92, 1248, 120, 1267]
table-row [14, 1321, 185, 1330]
